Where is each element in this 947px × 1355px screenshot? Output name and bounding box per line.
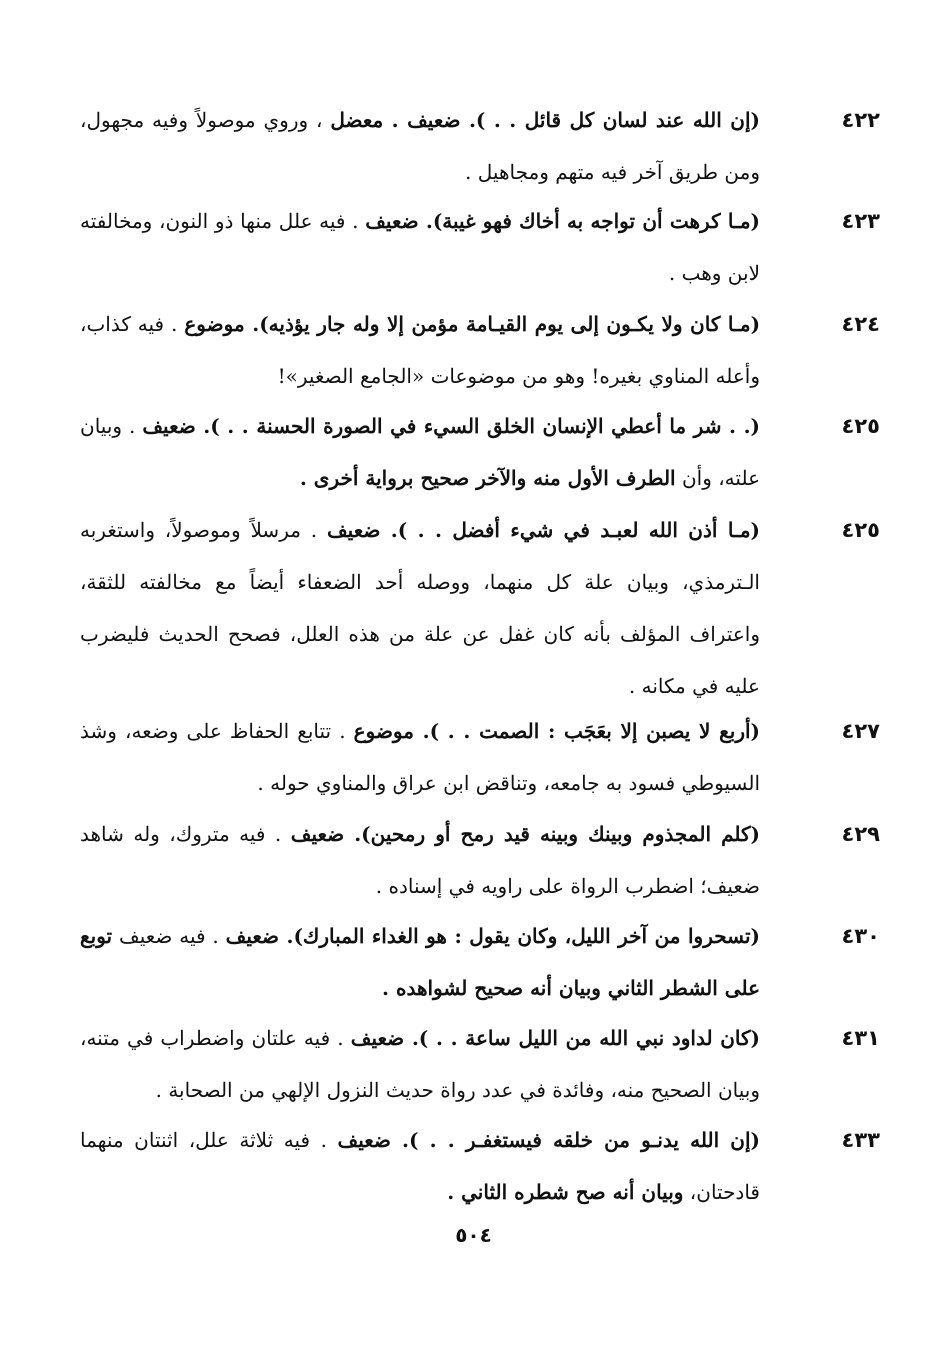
entry-number: ٤٢٤ [841,312,880,336]
verdict: . ضعيف [225,924,294,948]
entry-text [80,94,760,198]
verdict: . ضعيف [326,518,398,542]
commentary: ، وروي موصولاً وفيه مجهول، ومن طريق آخر فيه متهم ومجاهيل . [80,108,760,184]
entry-number: ٤٢٣ [841,209,880,233]
commentary: . تتابع الحفاظ على وضعه، وشذ السيوطي فسود به جامعه، وتناقض ابن عراق والمناوي حوله . [80,719,760,795]
commentary-bold: الطرف الأول منه والآخر صحيح برواية أخرى . [299,466,676,490]
entry-number: ٤٢٧ [841,719,880,743]
hadith-text: (إن الله عند لسان كل قائل . . ) [475,108,761,132]
entry-text [80,910,760,1014]
commentary: . فيه ثلاثة علل، اثنتان منهما قادحتان، [80,1128,760,1204]
entry-number: ٤٢٥ [841,414,880,438]
verdict: . ضعيف . معضل [330,108,476,132]
commentary-bold: توبع على الشطر الثاني وبيان أنه صحيح لشواهده . [80,924,760,1000]
entry-number: ٤٢٩ [841,822,880,846]
hadith-text: (مـا كان ولا يكـون إلى يوم القيـامة مؤمن إلا وله جار يؤذيه) [259,312,761,336]
entry-number: ٤٣٠ [841,924,880,948]
commentary: . فيه ضعيف [118,924,219,948]
commentary: . فيه علتان واضطراب في متنه، وبيان الصحيح منه، وفائدة في عدد رواة حديث النزول الإلهي من الصحابة . [80,1026,760,1102]
hadith-text: (إن الله يدنـو من خلقه فيستغفـر . . ) [408,1128,760,1152]
verdict: . ضعيف [350,1026,419,1050]
verdict: . ضعيف [142,414,211,438]
hadith-text: (مـا كرهت أن تواجه به أخاك فهو غيبة) [432,209,761,233]
entry-text [80,195,760,299]
entry-text [80,504,760,712]
commentary: . فيه علل منها ذو النون، ومخالفته لابن وهب . [80,209,760,285]
hadith-text: (. . شر ما أعطي الإنسان الخلق السيء في الصورة الحسنة . . ) [210,414,761,438]
entry-text [80,808,760,912]
verdict: . ضعيف [290,822,362,846]
verdict: . ضعيف [365,209,433,233]
commentary: . مرسلاً وموصولاً، واستغربه الـترمذي، وبيان علة كل منهما، ووصله أحد الضعفاء أيضاً مع مخالفته للثقة، واعتراف المؤلف بأنه كان غفل عن علة من هذه العلل، فصحح الحديث فليضرب عليه في مكانه . [80,518,760,698]
entry-number: ٤٢٢ [841,108,880,132]
entry-text [80,298,760,402]
commentary: . فيه كذاب، وأعله المناوي بغيره! وهو من موضوعات «الجامع الصغير»! [80,312,760,388]
verdict: . موضوع [353,719,430,743]
page-number: ٥٠٤ [455,1223,492,1247]
hadith-text: (تسحروا من آخر الليل، وكان يقول : هو الغداء المبارك) [293,924,761,948]
entry-text [80,400,760,504]
entry-number: ٤٣١ [841,1026,880,1050]
hadith-text: (مـا أذن الله لعبـد في شيء أفضل . . ) [397,518,761,542]
verdict: . موضوع [184,312,260,336]
commentary: . وبيان علته، وأن [80,414,760,490]
commentary: . فيه متروك، وله شاهد ضعيف؛ اضطرب الرواة على راويه في إسناده . [80,822,760,898]
verdict: . ضعيف [337,1128,409,1152]
commentary-bold: وبيان أنه صح شطره الثاني . [447,1180,684,1204]
entry-text [80,705,760,809]
entry-text [80,1114,760,1218]
entry-text [80,1012,760,1116]
hadith-text: (أربع لا يصبن إلا بعَجَب : الصمت . . ) [429,719,761,743]
hadith-text: (كان لداود نبي الله من الليل ساعة . . ) [418,1026,761,1050]
hadith-text: (كلم المجذوم وبينك وبينه قيد رمح أو رمحين) [361,822,761,846]
entry-number: ٤٢٥ [841,518,880,542]
entry-number: ٤٣٣ [841,1128,880,1152]
